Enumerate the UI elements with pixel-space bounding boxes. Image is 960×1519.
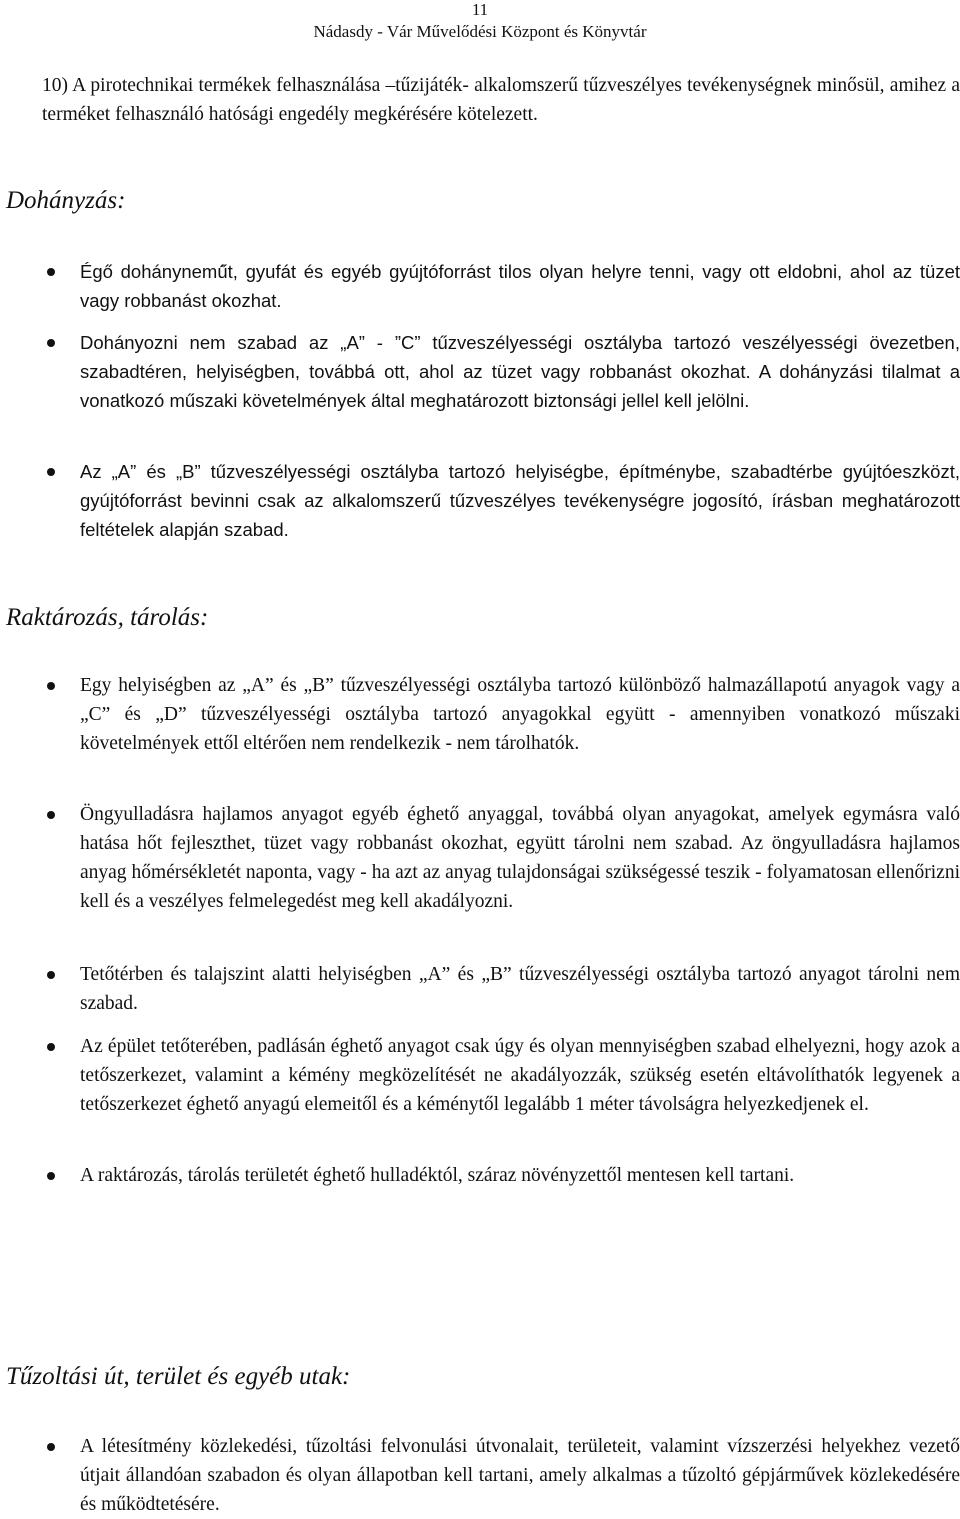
bullet-icon [47, 1443, 55, 1451]
intro-paragraph: 10) A pirotechnikai termékek felhasználása –tűzijáték- alkalomszerű tűzveszélyes tevékenységnek minősül, amihez a terméket felhasználó hatósági engedély megkérésére kötelezett. [42, 75, 960, 125]
list-item [80, 960, 960, 1018]
list-item [80, 1161, 960, 1190]
list-item-text: Egy helyiségben az „A” és „B” tűzveszélyességi osztályba tartozó különböző halmazállapotú anyagok vagy a „C” és „D” tűzveszélyességi osztályba tartozó anyagokkal együtt - amennyiben vonatkozó műszaki követelmények ettől eltérően nem rendelkezik - nem tárolhatók. [80, 675, 960, 754]
section-title-fire-roads: Tűzoltási út, terület és egyéb utak: [6, 1363, 351, 1390]
list-item-text: Égő dohánynemű́t, gyufát és egyéb gyújtóforrást tilos olyan helyre tenni, vagy ott eldobni, ahol az tüzet vagy robbanást okozhat. [80, 261, 960, 311]
list-item [80, 1032, 960, 1119]
bullet-icon [47, 339, 55, 347]
list-item [80, 328, 960, 415]
list-item [80, 1432, 960, 1519]
bullet-icon [47, 1043, 55, 1051]
list-item-text: Öngyulladásra hajlamos anyagot egyéb éghető anyaggal, továbbá olyan anyagokat, amelyek egymásra való hatása hőt fejleszthet, tüzet vagy robbanást okozhat, együtt tárolni nem szabad. Az öngyulladásra hajlamos anyag hőmérsékletét naponta, vagy - ha azt az anyag tulajdonságai szükségessé teszik - folyamatosan ellenőrizni kell és a veszélyes felmelegedést meg kell akadályozni. [80, 804, 960, 912]
section-title-smoking: Dohányzás: [6, 187, 126, 214]
list-item [80, 800, 960, 916]
list-item-text: Az épület tetőterében, padlásán éghető anyagot csak úgy és olyan mennyiségben szabad elhelyezni, hogy azok a tetőszerkezet, valamint a kémény megközelítését ne akadályozzák, szükség esetén eltávolíthatók legyenek a tetőszerkezet éghető anyagú elemeitől és a kéménytől legalább 1 méter távolságra helyezkedjenek el. [80, 1036, 960, 1115]
list-item-text: A raktározás, tárolás területét éghető hulladéktól, száraz növényzettől mentesen kell tartani. [80, 1165, 795, 1186]
bullet-icon [47, 682, 55, 690]
list-item [80, 671, 960, 758]
list-item [80, 457, 960, 544]
list-item-text: Dohányozni nem szabad az „A” - ”C” tűzveszélyességi osztályba tartozó veszélyességi övezetben, szabadtéren, helyiségben, továbbá ott, ahol az tüzet vagy robbanást okozhat. A dohányzási tilalmat a vonatkozó műszaki követelmények által meghatározott biztonsági jellel kell jelölni. [80, 332, 960, 411]
page-number: 11 [471, 0, 489, 19]
list-item-text: Az „A” és „B” tűzveszélyességi osztályba tartozó helyiségbe, építménybe, szabadtérbe gyújtóeszközt, gyújtóforrást bevinni csak az alkalomszerű tűzveszélyes tevékenységre jogosító, írásban meghatározott feltételek alapján szabad. [80, 461, 960, 540]
organization-name: Nádasdy - Vár Művelődési Központ és Könyvtár [313, 22, 647, 41]
list-item-text: A létesítmény közlekedési, tűzoltási felvonulási útvonalait, területeit, valamint vízszerzési helyekhez vezető útjait állandóan szabadon és olyan állapotban kell tartani, amely alkalmas a tűzoltó gépjárművek közlekedésére és működtetésére. [80, 1436, 960, 1515]
bullet-icon [47, 971, 55, 979]
bullet-icon [47, 468, 55, 476]
list-item [80, 257, 960, 315]
section-title-storage: Raktározás, tárolás: [6, 604, 209, 631]
bullet-icon [47, 811, 55, 819]
bullet-icon [47, 1172, 55, 1180]
list-item-text: Tetőtérben és talajszint alatti helyiségben „A” és „B” tűzveszélyességi osztályba tartozó anyagot tárolni nem szabad. [80, 964, 960, 1014]
bullet-icon [47, 268, 55, 276]
